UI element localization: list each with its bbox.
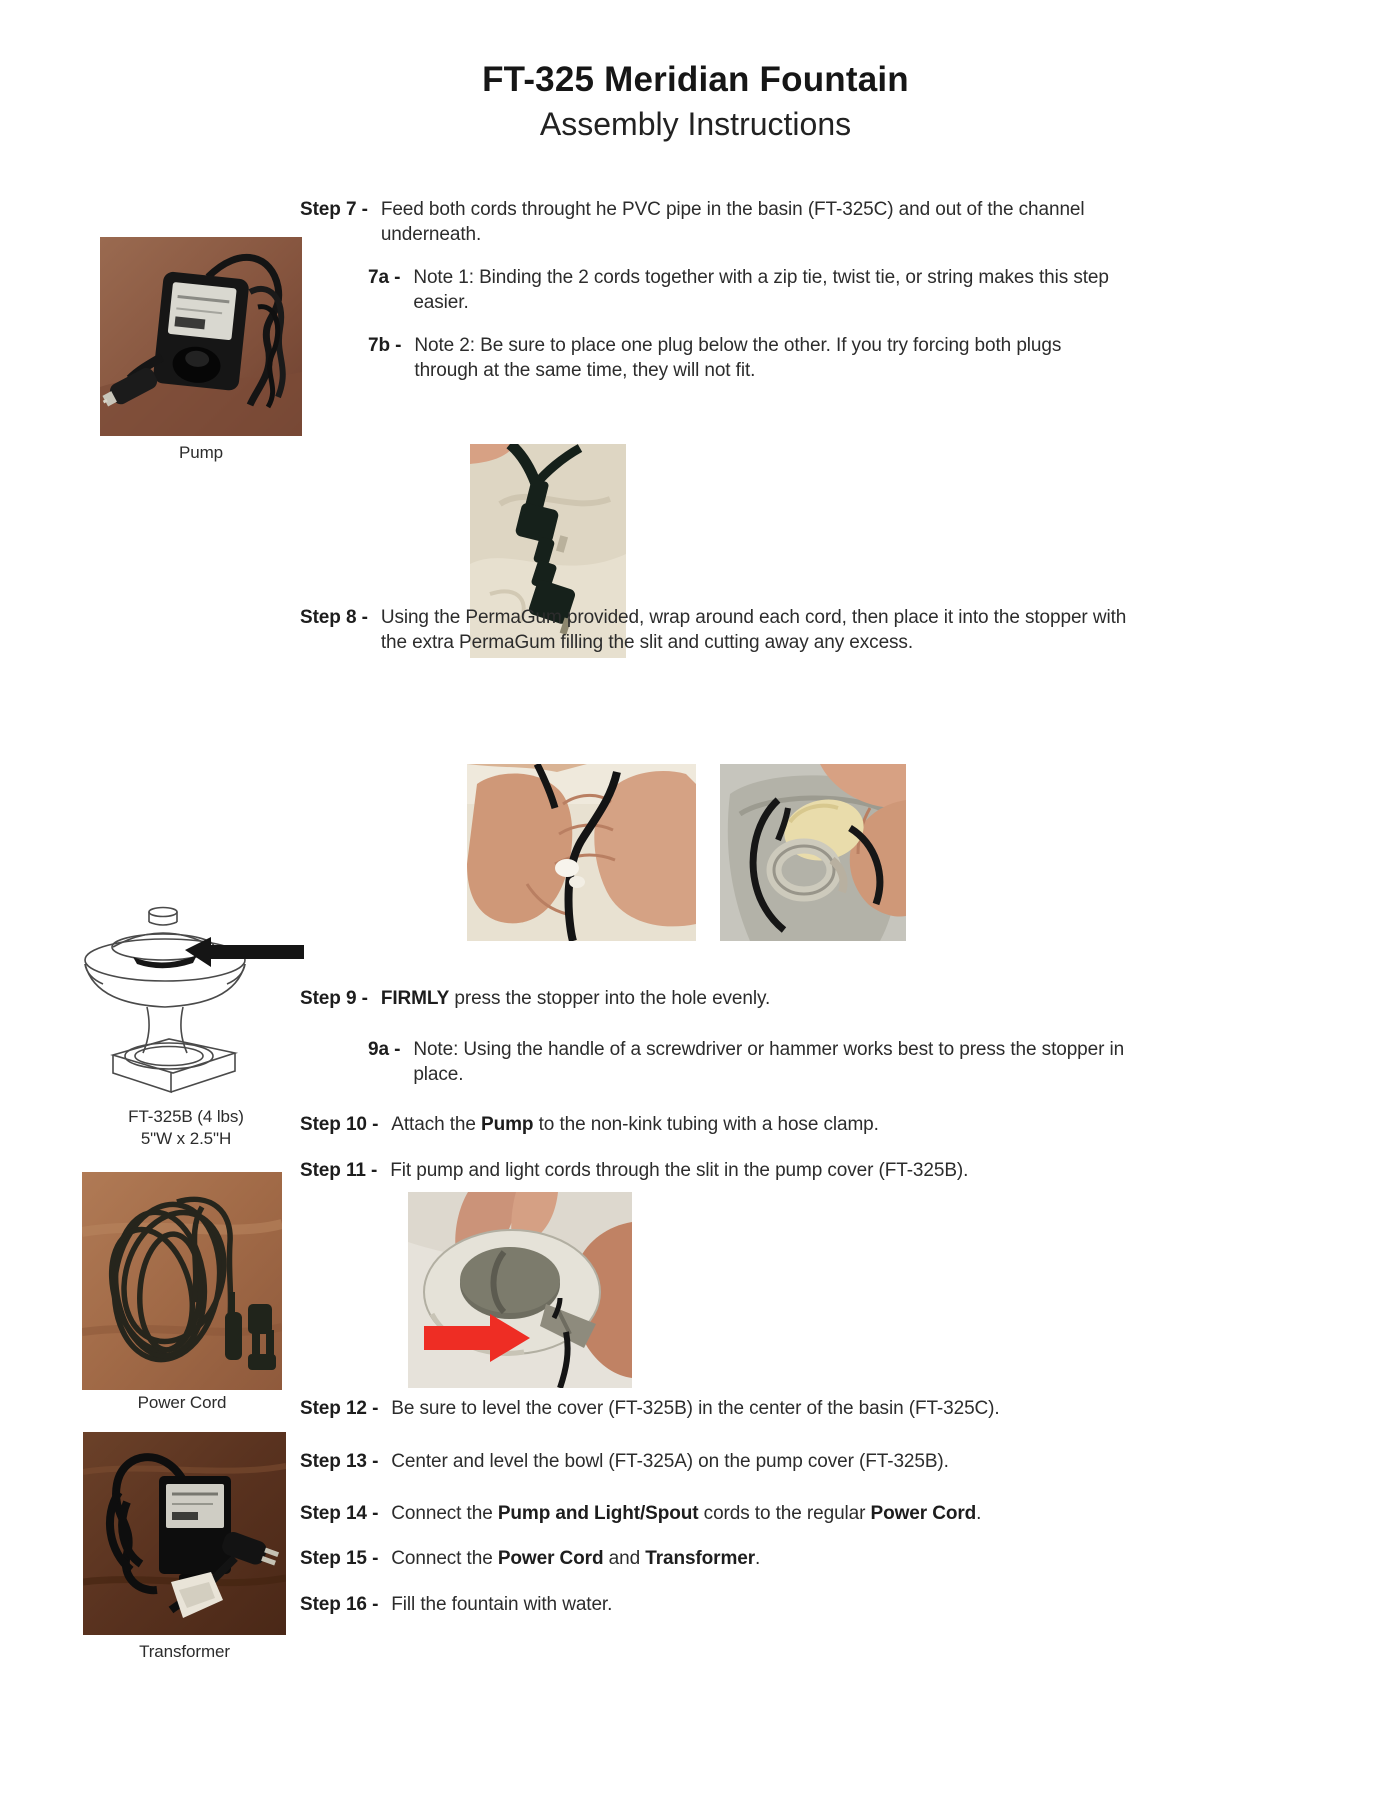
step-text: FIRMLY press the stopper into the hole evenly. [380, 988, 771, 1009]
transformer-photo [83, 1432, 286, 1635]
step-label: Step 7 - [300, 199, 368, 220]
step-text: Feed both cords throught he PVC pipe in the basin (FT-325C) and out of the channel underneath. [380, 199, 1085, 246]
step-label: Step 10 - [300, 1114, 379, 1135]
pump-cover-photo [408, 1192, 632, 1388]
step-text: Note 1: Binding the 2 cords together with a zip tie, twist tie, or string makes this step easier. [413, 267, 1109, 314]
step-label: Step 16 - [300, 1594, 379, 1615]
diagram-caption-line1: FT-325B (4 lbs) [128, 1107, 244, 1126]
step-text: Note: Using the handle of a screwdriver or hammer works best to press the stopper in place. [413, 1039, 1125, 1086]
step-text: Center and level the bowl (FT-325A) on the pump cover (FT-325B). [391, 1451, 949, 1472]
pump-photo [100, 237, 302, 436]
step-s7a [368, 265, 1130, 316]
step-s8 [300, 605, 1130, 656]
step-s9a [368, 1037, 1138, 1088]
step-label: 9a - [368, 1039, 401, 1060]
page-subtitle: Assembly Instructions [539, 106, 852, 142]
fountain-diagram [73, 903, 305, 1103]
diagram-caption-line2: 5"W x 2.5"H [140, 1129, 232, 1148]
step-s11 [300, 1158, 1130, 1183]
page-title: FT-325 Meridian Fountain [482, 60, 909, 99]
step-text: Connect the Pump and Light/Spout cords to the regular Power Cord. [391, 1503, 982, 1524]
step-text: Fit pump and light cords through the slit in the pump cover (FT-325B). [390, 1160, 969, 1181]
step-s16 [300, 1592, 1130, 1617]
step-text: Connect the Power Cord and Transformer. [391, 1548, 761, 1569]
step-label: Step 15 - [300, 1548, 379, 1569]
step-s7 [300, 197, 1130, 248]
pump-caption: Pump [178, 443, 223, 462]
step-label: Step 11 - [300, 1160, 378, 1181]
step-label: Step 8 - [300, 607, 368, 628]
step-s14 [300, 1501, 1130, 1526]
permagum-stopper-photo [720, 764, 906, 941]
step-label: Step 13 - [300, 1451, 379, 1472]
step-s7b [368, 333, 1130, 384]
step-text: Fill the fountain with water. [391, 1594, 613, 1615]
power-cord-photo [82, 1172, 282, 1390]
power-cord-caption: Power Cord [137, 1393, 227, 1412]
transformer-caption: Transformer [139, 1642, 230, 1661]
step-s12 [300, 1396, 1130, 1421]
step-text: Attach the Pump to the non-kink tubing with a hose clamp. [391, 1114, 879, 1135]
step-s9 [300, 986, 1130, 1011]
step-label: 7a - [368, 267, 401, 288]
step-s10 [300, 1112, 1130, 1137]
step-label: Step 9 - [300, 988, 368, 1009]
document-header [0, 60, 1391, 143]
step-text: Be sure to level the cover (FT-325B) in the center of the basin (FT-325C). [391, 1398, 1000, 1419]
step-label: Step 14 - [300, 1503, 379, 1524]
step-label: 7b - [368, 335, 402, 356]
step-s13 [300, 1449, 1130, 1474]
step-label: Step 12 - [300, 1398, 379, 1419]
permagum-wrap-photo [467, 764, 696, 941]
step-text: Note 2: Be sure to place one plug below the other. If you try forcing both plugs through at the same time, they will not fit. [414, 335, 1062, 382]
step-s15 [300, 1546, 1130, 1571]
step-text: Using the PermaGum provided, wrap around each cord, then place it into the stopper with the extra PermaGum filling the slit and cutting away any excess. [380, 607, 1127, 654]
